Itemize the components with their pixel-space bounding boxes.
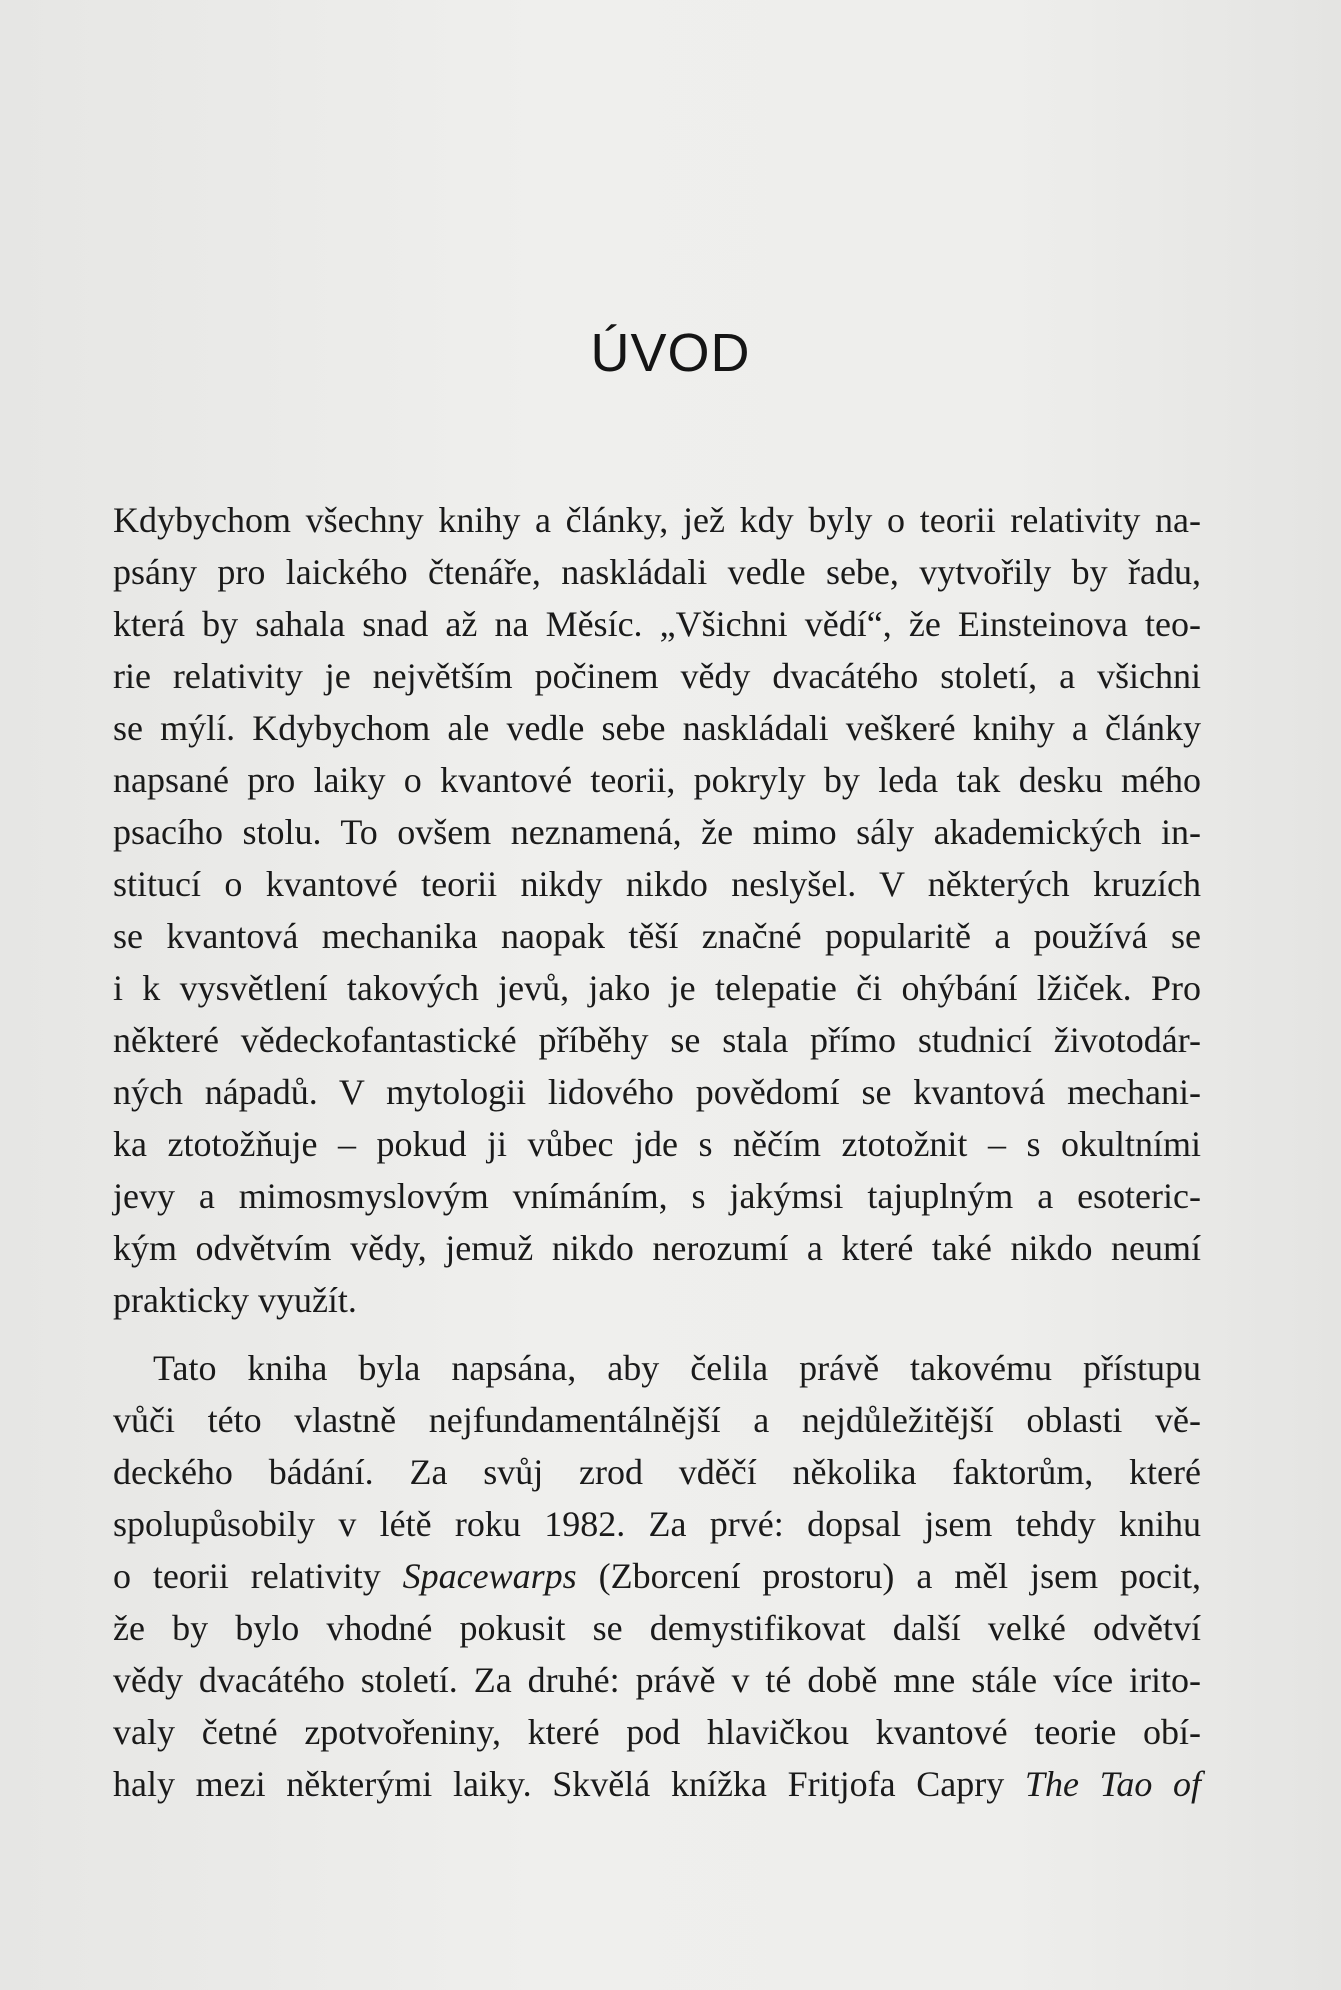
text-line: stitucí o kvantové teorii nikdy nikdo neslyšel. V některých kruzích xyxy=(113,864,1201,904)
text-line: deckého bádání. Za svůj zrod vděčí několika faktorům, které xyxy=(113,1452,1201,1492)
text-line: kým odvětvím vědy, jemuž nikdo nerozumí a které také nikdo neumí xyxy=(113,1228,1201,1268)
text-line: která by sahala snad až na Měsíc. „Všichni vědí“, že Einsteinova teo- xyxy=(113,604,1201,644)
book-title-tao: The Tao of xyxy=(1024,1764,1202,1804)
text-line xyxy=(113,1550,1201,1602)
paragraph-gap xyxy=(113,1326,1201,1342)
text-span: (Zborcení prostoru) a měl jsem pocit, xyxy=(576,1556,1201,1596)
text-line: psány pro laického čtenáře, naskládali vedle sebe, vytvořily by řadu, xyxy=(113,552,1201,592)
book-title-spacewarps: Spacewarps xyxy=(402,1556,577,1596)
text-line: valy četné zpotvořeniny, které pod hlavičkou kvantové teorie obí- xyxy=(113,1712,1201,1752)
text-line: ka ztotožňuje – pokud ji vůbec jde s něčím ztotožnit – s okultními xyxy=(113,1124,1201,1164)
text-line: psacího stolu. To ovšem neznamená, že mimo sály akademických in- xyxy=(113,812,1201,852)
body-text xyxy=(113,494,1201,1810)
text-line: i k vysvětlení takových jevů, jako je telepatie či ohýbání lžiček. Pro xyxy=(113,968,1201,1008)
text-span: haly mezi některými laiky. Skvělá knížka Fritjofa Capry xyxy=(113,1764,1025,1804)
text-line: prakticky využít. xyxy=(113,1280,357,1320)
text-line: vůči této vlastně nejfundamentálnější a nejdůležitější oblasti vě- xyxy=(113,1400,1201,1440)
text-line: se kvantová mechanika naopak těší značné popularitě a používá se xyxy=(113,916,1201,956)
text-line: Tato kniha byla napsána, aby čelila právě takovému přístupu xyxy=(153,1348,1201,1388)
chapter-title: ÚVOD xyxy=(590,323,751,383)
text-line: vědy dvacátého století. Za druhé: právě v té době mne stále více irito- xyxy=(113,1660,1201,1700)
text-line: jevy a mimosmyslovým vnímáním, s jakýmsi tajuplným a esoteric- xyxy=(113,1176,1201,1216)
text-line: Kdybychom všechny knihy a články, jež kdy byly o teorii relativity na- xyxy=(113,500,1201,540)
text-line: se mýlí. Kdybychom ale vedle sebe naskládali veškeré knihy a články xyxy=(113,708,1201,748)
text-line: rie relativity je největším počinem vědy dvacátého století, a všichni xyxy=(113,656,1201,696)
paragraph-1 xyxy=(113,494,1201,1326)
text-span: o teorii relativity xyxy=(113,1556,403,1596)
text-line xyxy=(113,1758,1201,1810)
text-line: některé vědeckofantastické příběhy se stala přímo studnicí životodár- xyxy=(113,1020,1201,1060)
paragraph-2 xyxy=(113,1342,1201,1810)
text-line: napsané pro laiky o kvantové teorii, pokryly by leda tak desku mého xyxy=(113,760,1201,800)
text-line: ných nápadů. V mytologii lidového povědomí se kvantová mechani- xyxy=(113,1072,1201,1112)
text-line: spolupůsobily v létě roku 1982. Za prvé: dopsal jsem tehdy knihu xyxy=(113,1504,1201,1544)
text-line: že by bylo vhodné pokusit se demystifikovat další velké odvětví xyxy=(113,1608,1201,1648)
